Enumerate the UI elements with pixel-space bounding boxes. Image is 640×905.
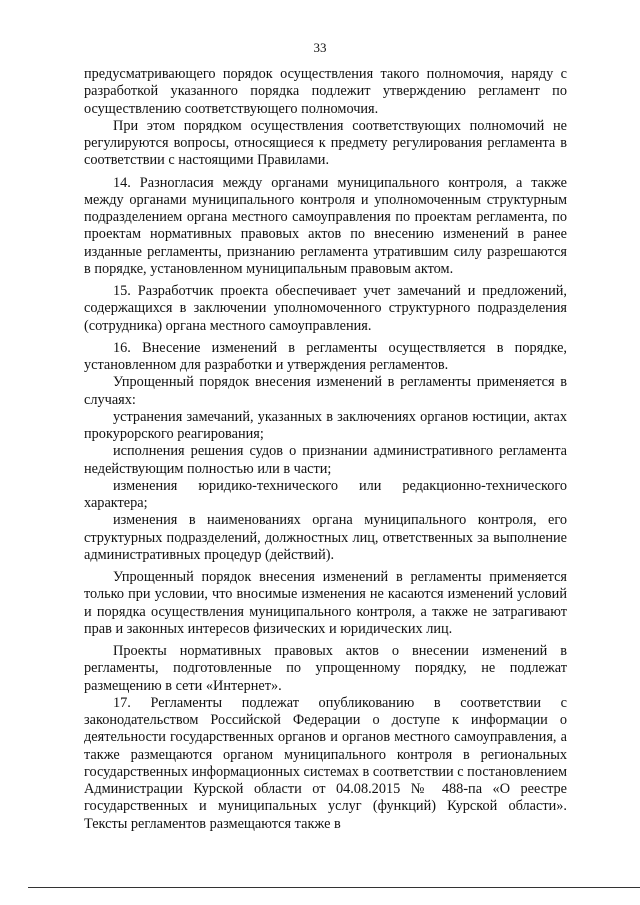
paragraph: Проекты нормативных правовых актов о внесении изменений в регламенты, подготовленные по упрощенному порядку, не подлежат размещению в сети «Интернет».: [84, 643, 567, 694]
paragraph-clause-17: 17. Регламенты подлежат опубликованию в соответствии с законодательством Российской Федерации о доступе к информации о деятельности государственных органов и органов местного самоуправления, а также размещаются органом муниципального контроля в региональных государственных информационных системах в соответствии с постановлением Администрации Курской области от 04.08.2015 № 488-па «О реестре государственных и муниципальных услуг (функций) Курской области». Тексты регламентов размещаются также в: [84, 694, 567, 832]
paragraph: Упрощенный порядок внесения изменений в регламенты применяется только при условии, что вносимые изменения не касаются изменений условий и порядка осуществления муниципального контроля, а также не затрагивают прав и законных интересов физических и юридических лиц.: [84, 569, 567, 637]
list-item: изменения юридико-технического или редакционно-технического характера;: [84, 477, 567, 511]
paragraph-clause-14: 14. Разногласия между органами муниципального контроля, а также между органами муниципального контроля и уполномоченным структурным подразделением органа местного самоуправления по проектам регламента, по проектам нормативных правовых актов по внесению изменений в ранее изданные регламенты, признанию регламента утратившим силу разрешаются в порядке, установленном муниципальным правовым актом.: [84, 174, 567, 277]
scan-edge-line: [28, 887, 640, 888]
paragraph-continuation: предусматривающего порядок осуществления такого полномочия, наряду с разработкой указанного порядка подлежит утверждению регламент по осуществлению соответствующего полномочия.: [84, 66, 567, 117]
paragraph-clause-16: 16. Внесение изменений в регламенты осуществляется в порядке, установленном для разработки и утверждения регламентов.: [84, 339, 567, 373]
list-item: устранения замечаний, указанных в заключениях органов юстиции, актах прокурорского реагирования;: [84, 408, 567, 442]
page-number: 33: [313, 40, 327, 55]
list-item: исполнения решения судов о признании административного регламента недействующим полностью или в части;: [84, 443, 567, 477]
body-text: [84, 66, 567, 833]
paragraph: Упрощенный порядок внесения изменений в регламенты применяется в случаях:: [84, 374, 567, 408]
list-item: изменения в наименованиях органа муниципального контроля, его структурных подразделений, должностных лиц, ответственных за выполнение административных процедур (действий).: [84, 512, 567, 563]
paragraph-clause-15: 15. Разработчик проекта обеспечивает учет замечаний и предложений, содержащихся в заключении уполномоченного структурного подразделения (сотрудника) органа местного самоуправления.: [84, 283, 567, 334]
paragraph: При этом порядком осуществления соответствующих полномочий не регулируются вопросы, относящиеся к предмету регулирования регламента в соответствии с настоящими Правилами.: [84, 117, 567, 169]
